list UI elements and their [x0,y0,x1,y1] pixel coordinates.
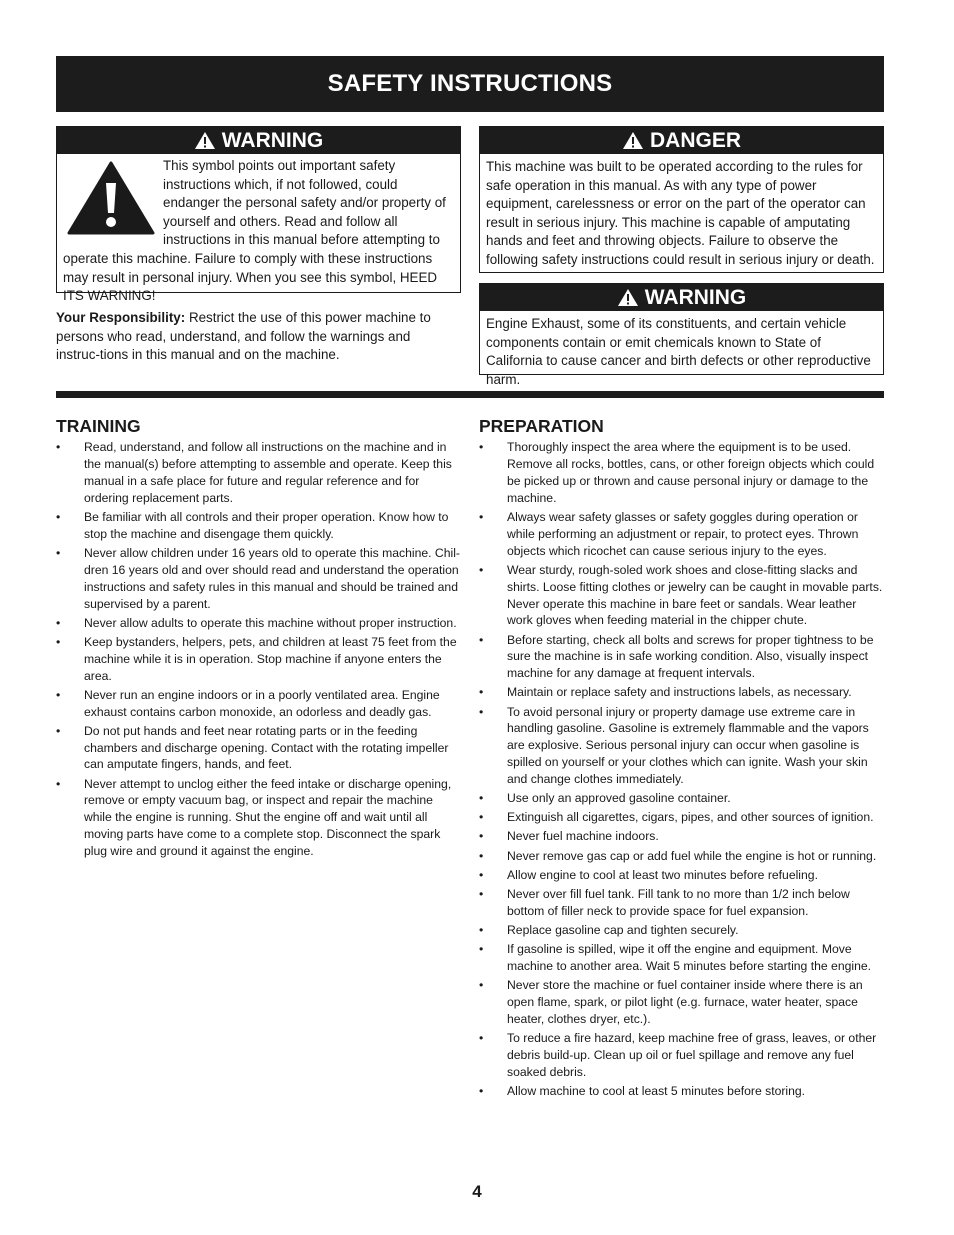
list-item [479,977,884,1028]
exhaust-warning-header [480,284,883,311]
page-title: SAFETY INSTRUCTIONS [327,70,613,97]
list-item [479,828,884,845]
bullet-icon: • [56,615,61,630]
list-item [479,867,884,884]
list-item [479,886,884,920]
list-item-text: Never remove gas cap or add fuel while the engine is hot or running. [507,848,877,863]
bullet-icon: • [479,704,484,719]
warning-text-top: This symbol points out important safety instructions which, if not followed, could endanger the personal safety and/or property of yourself and others. Read and follow all instructions in this manual before [163,158,446,248]
preparation-section [479,416,884,1102]
warning-triangle-icon [617,288,639,307]
danger-header [480,127,883,154]
list-item [56,615,461,632]
page-number: 4 [472,1182,482,1201]
list-item-text: Maintain or replace safety and instructions labels, as necessary. [507,685,852,700]
list-item-text: Use only an approved gasoline container. [507,791,731,806]
bullet-icon: • [56,545,61,560]
responsibility-paragraph [56,309,456,365]
bullet-icon: • [56,687,61,702]
list-item-text: Keep bystanders, helpers, pets, and children at least 75 feet from the machine while it is in operation. Stop machine if anyone enters the area. [84,634,457,683]
warning-heading: WARNING [221,128,324,152]
list-item-text: Allow engine to cool at least two minutes before refueling. [507,867,818,882]
warning-text-bottom: attempting to operate this machine. Failure to comply with these instructions may result in personal injury. When you see this symbol, HEED ITS WARNING! [63,232,440,304]
list-item [56,723,461,774]
preparation-list [479,439,884,1100]
list-item-text: Thoroughly inspect the area where the equipment is to be used. Remove all rocks, bottles, cans, or other foreign objects which could be picked up or thrown and cause personal injury or damage to the machine. [507,440,875,505]
bullet-icon: • [479,791,484,806]
danger-text: This machine was built to be operated according to the rules for safe operation in this manual. As with any type of power equipment, carelessness or error on the part of the operator can result in serious injury. This machine is capable of amputating hands and feet and throwing objects. Failure to observe the following safety instructions could result in serious injury or death. [486,159,875,267]
training-section [56,416,461,862]
list-item-text: Replace gasoline cap and tighten securely. [507,922,739,937]
list-item [479,941,884,975]
danger-heading: DANGER [649,128,741,152]
list-item-text: To reduce a fire hazard, keep machine free of grass, leaves, or other debris build-up. Clean up oil or fuel spillage and remove any fuel soaked debris. [507,1030,877,1079]
list-item [479,848,884,865]
list-item-text: Before starting, check all bolts and screws for proper tightness to be sure the machine is in safe working condition. Also, visually inspect machine for any damage at frequent intervals. [507,632,874,681]
list-item [479,1083,884,1100]
bullet-icon: • [56,440,61,454]
list-item [479,684,884,701]
exhaust-warning-heading: WARNING [644,285,747,309]
list-item-text: Wear sturdy, rough-soled work shoes and close-fitting slacks and shirts. Loose fitting clothes or jewelry can be caught in movable parts. Never operate this machine in bare feet or sandals. Wear leather work gloves when feeding material in the chipper chute. [507,562,883,628]
responsibility-label: Your Responsibility: [56,310,186,325]
bullet-icon: • [479,977,484,992]
bullet-icon: • [479,1083,484,1098]
list-item-text: Never over fill fuel tank. Fill tank to no more than 1/2 inch below bottom of filler neck to provide space for fuel expansion. [507,886,850,918]
list-item [479,704,884,789]
list-item [479,922,884,939]
warning-body [57,154,460,306]
exhaust-warning-text: Engine Exhaust, some of its constituents, and certain vehicle components contain or emit chemicals known to State of California to cause cancer and birth defects or other reproductive harm. [486,316,871,387]
training-heading: TRAINING [56,416,141,436]
bullet-icon: • [479,922,484,937]
warning-triangle-icon [622,131,644,150]
list-item [479,632,884,683]
bullet-icon: • [479,562,484,577]
bullet-icon: • [56,776,61,791]
bullet-icon: • [56,723,61,738]
bullet-icon: • [56,634,61,649]
list-item-text: If gasoline is spilled, wipe it off the engine and equipment. Move machine to another area. Wait 5 minutes before starting the engine. [507,941,872,973]
section-divider [56,391,884,398]
responsibility-text: Restrict the use of this power machine to persons who read, understand, and follow the warnings and instruc-tions in this manual and on the machine. [56,310,431,363]
list-item-text: Never run an engine indoors or in a poorly ventilated area. Engine exhaust contains carbon monoxide, an odorless and deadly gas. [84,687,440,719]
list-item-text: Always wear safety glasses or safety goggles during operation or while performing an adjustment or repair, to protect eyes. Thrown objects which ricochet can cause serious injury to the eyes. [507,509,859,558]
bullet-icon: • [479,632,484,647]
list-item [479,790,884,807]
list-item [56,687,461,721]
warning-symbol-box [56,126,461,304]
list-item [479,509,884,560]
warning-header [57,127,460,154]
title-bar [56,56,884,112]
bullet-icon: • [479,848,484,863]
bullet-icon: • [479,867,484,882]
list-item [56,509,461,543]
list-item [56,545,461,613]
training-list [56,439,461,860]
bullet-icon: • [479,829,484,844]
list-item-text: Never store the machine or fuel container inside where there is an open flame, spark, or pilot light (e.g. furnace, water heater, space heater, clothes dryer, etc.). [507,977,863,1026]
list-item-text: Read, understand, and follow all instructions on the machine and in the manual(s) before attempting to assemble and operate. Keep this manual in a safe place for future and regular reference and for ordering replacement parts. [84,440,452,505]
list-item-text: Do not put hands and feet near rotating parts or in the feeding chambers and discharge opening. Contact with the rotating impeller can amputate fingers, hands, and feet. [84,723,449,772]
bullet-icon: • [479,810,484,825]
bullet-icon: • [56,509,61,524]
warning-triangle-icon [194,131,216,150]
danger-box [479,126,884,273]
list-item [479,439,884,507]
bullet-icon: • [479,1030,484,1045]
list-item [479,1030,884,1081]
list-item [56,776,461,861]
bullet-icon: • [479,440,484,454]
list-item-text: Never fuel machine indoors. [507,829,659,844]
list-item-text: Never attempt to unclog either the feed intake or discharge opening, remove or empty vacuum bag, or inspect and repair the machine while the engine is running. Shut the engine off and wait until all moving parts have come to a complete stop. Disconnect the spark plug wire and ground it against the engine. [84,776,452,859]
list-item-text: To avoid personal injury or property damage use extreme care in handling gasoline. Gasoline is extremely flammable and the vapors are explosive. Serious personal injury can occur when gasoline is spilled on yourself or your clothes which can ignite. Wash your skin and change clothes immediately. [507,704,869,787]
list-item [56,439,461,507]
list-item [479,809,884,826]
list-item-text: Allow machine to cool at least 5 minutes before storing. [507,1083,806,1098]
bullet-icon: • [479,685,484,700]
list-item [56,634,461,685]
list-item-text: Never allow adults to operate this machine without proper instruction. [84,615,457,630]
exhaust-warning-box [479,283,884,387]
list-item-text: Be familiar with all controls and their proper operation. Know how to stop the machine and disengage them quickly. [84,509,449,541]
bullet-icon: • [479,886,484,901]
list-item [479,562,884,630]
bullet-icon: • [479,509,484,524]
bullet-icon: • [479,941,484,956]
safety-alert-icon [67,161,155,235]
preparation-heading: PREPARATION [479,416,604,436]
list-item-text: Extinguish all cigarettes, cigars, pipes, and other sources of ignition. [507,810,874,825]
list-item-text: Never allow children under 16 years old to operate this machine. Chil-dren 16 years old and over should read and understand the operation instructions and safety rules in this manual and should be trained and supervised by a parent. [84,545,460,611]
